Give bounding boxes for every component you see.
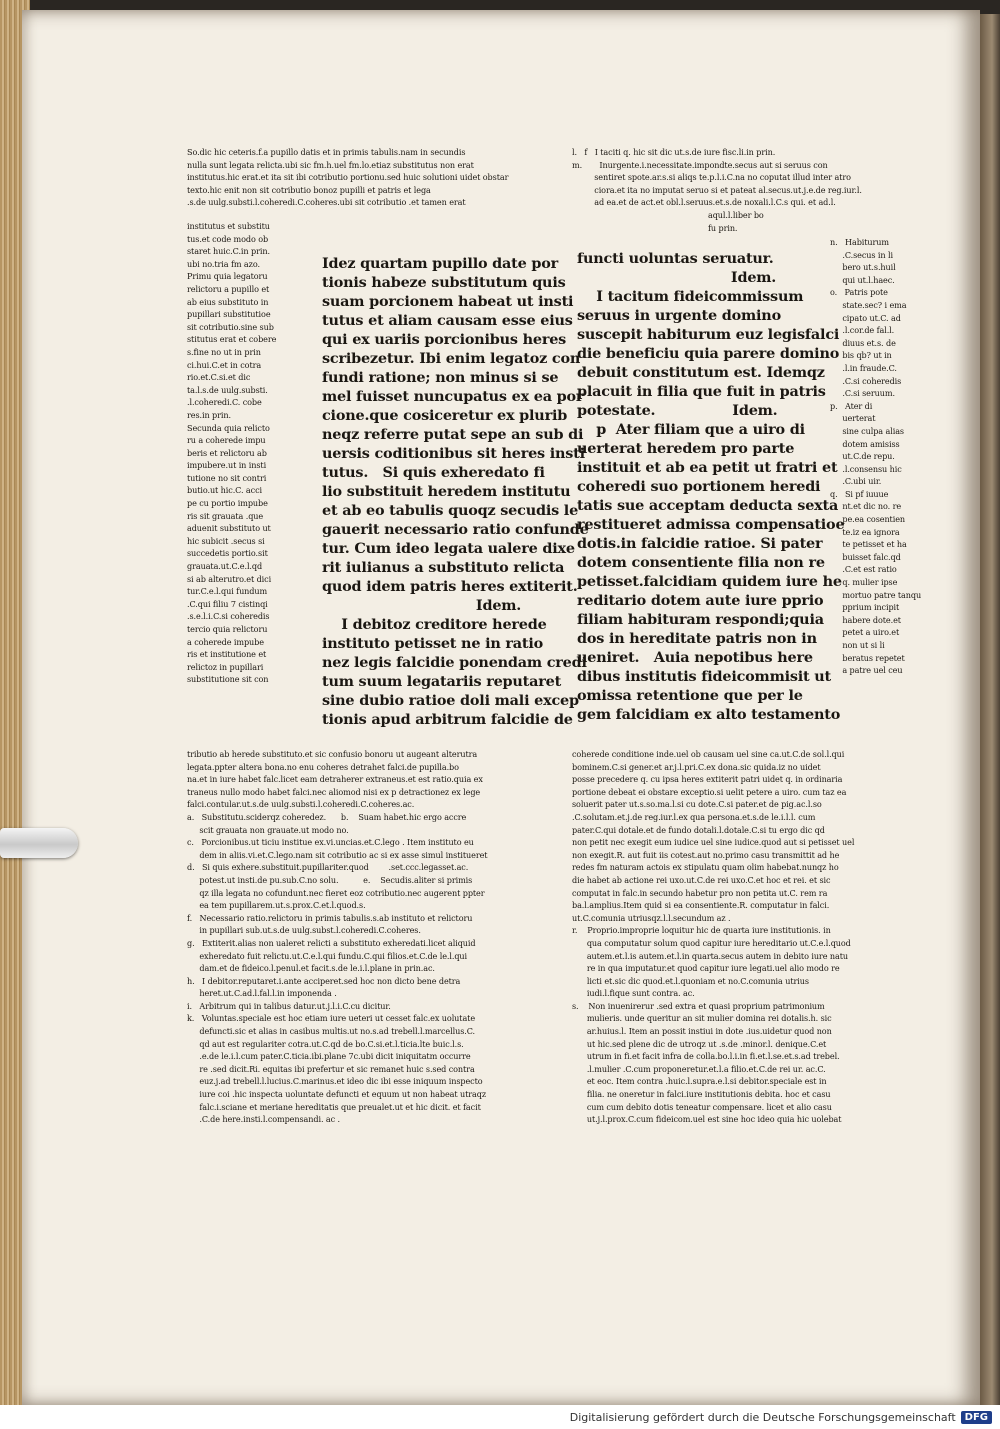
gloss-top-left: So.dic hic ceteris.f.a pupillo datis et in primis tabulis.nam in secundis nulla sunt legata relicta.ubi sic fm.h.uel fm.lo.etiaz substitutus non erat institutus.hic erat.et ita sit ibi cotributio portionu.sed huic solutioni uidet obstar texto.hic enit non sit cotributio bonoz pupilli et patris et lega .s.de uulg.substi.l.coheredi.C.coheres.ubi sit cotributio .et tamen erat — [187, 147, 509, 208]
gloss-bottom-left: tributio ab herede substituto.et sic confusio bonoru ut augeant alterutra legata.ppter altera bona.no enu coheres detrahet falci.de pupilla.bo na.et in iure habet falc.licet eam detraherer extraneus.et est ratio.quia ex traneus nullo modo habet falci.nec aliomod nisi ex p detractionez ex lege falci.contular.ut.s.de uulg.substi.l.coheredi.C.coheres.ac. a. Substitutu.sciderqz coheredez. b. Suam habet.hic ergo accre scit grauata non grauate.ut modo no. c. Porcionibus.ut ticiu institue ex.vi.uncias.et.C.lego . Item instituto eu dem in aliis.vi.et.C.lego.nam sit cotributio ac si ex asse simul institueret d. Si quis exhere.substituit.pupillariter.quod .set.ccc.legasset.ac. potest.ut insti.de pu.sub.C.no solu. e. Secudis.aliter si primis qz illa legata no cofundunt.nec fieret eoz cotributio.nec augerent ppter ea tem pupillarem.ut.s.prox.C.et.l.quod.s. f. Necessario ratio.relictoru in primis tabulis.s.ab instituto et relictoru in pupillari sub.ut.s.de uulg.subst.l.coheredi.C.coheres. g. Extiterit.alias non ualeret relicti a substituto exheredati.licet aliquid exheredato fuit relictu.ut.C.e.l.qui fundu.C.qui filios.et.C.de le.l.qui dam.et de fideico.l.penul.et facit.s.de le.i.l.plane in prin.ac. h. I debitor.reputaret.i.ante acciperet.sed hoc non dicto bene detra heret.ut.C.ad.l.fal.l.in imponenda . i. Arbitrum qui in talibus datur.ut.j.l.i.C.cu dicitur. k. Voluntas.speciale est hoc etiam iure ueteri ut cesset falc.ex uolutate defuncti.sic et alias in casibus multis.ut no.s.ad trebell.l.marcellus.C. qd aut est regulariter cotra.ut.C.qd de bo.C.si.et.l.ticia.lte buic.l.s. .e.de le.i.l.cum pater.C.ticia.ibi.plane 7c.ubi dicit iniquitatm occurre re .sed dicit.Ri. equitas ibi prefertur et sic remanet huic s.sed contra euz.j.ad trebell.l.lucius.C.marinus.et ideo dic ibi esse iniquum inspecto iure coi .hic inspecta uoluntate defuncti et equum ut non habeat utraqz falc.i.sciane et meriane hereditatis que preualet.ut et hic dicit. et facit .C.de here.insti.l.compensandi. ac . — [187, 749, 488, 1125]
gloss-left-margin: institutus et substitu tus.et code modo ob staret huic.C.in prin. ubi no.tria fm azo. Primu quia legatoru relictoru a pupillo et ab eius substituto in pupillari substitutioe sit cotributio.sine sub stitutus erat et cobere s.fine no ut in prin ci.hui.C.et in cotra rio.et.C.si.et dic ta.l.s.de uulg.substi. .l.coheredi.C. cobe res.in prin. Secunda quia relicto ru a coherede impu beris et relictoru ab impubere.ut in insti tutione no sit contri butio.ut hic.C. acci pe cu portio impube ris sit grauata .que aduenit substituto ut hic subicit .secus si succedetis portio.sit grauata.ut.C.e.l.qd si ab alterutro.et dici tur.C.e.l.qui fundum .C.qui filiu 7 cistinqi .s.e.l.i.C.si coheredis tercio quia relictoru a coherede impube ris et institutione et relictoz in pupillari substitutione sit con — [187, 221, 277, 685]
gloss-right-margin: n. Habiturum .C.secus in li bero ut.s.huil qui ut.l.haec. o. Patris pote state.sec? i ema cipato ut.C. ad .l.cor.de fal.l. diuus et.s. de bis qb? ut in .l.in fraude.C. .C.si coheredis .C.si seruum. p. Ater di uerterat sine culpa alias dotem amisiss ut.C.de repu. .l.consensu hic .C.ubi uir. q. Si pf iuuue nt.et dic no. re pe.ea cosentien te.iz ea ignora te petisset et ha buisset falc.qd .C.et est ratio q. mulier ipse mortuo patre tanqu pprium incipit habere dote.et petet a uiro.et non ut si li beratus repetet a patre uel ceu — [830, 237, 922, 676]
footer-credit: Digitalisierung gefördert durch die Deutsche Forschungsgemeinschaft — [569, 1410, 956, 1424]
bookmark-tab — [0, 828, 78, 858]
footer-bar — [0, 1405, 1000, 1429]
main-text-left: Idez quartam pupillo date por tionis habeze substitutum quis suam porcionem habeat ut tutus et aliam causam esse qui ex uariis porcionibus heres scribezetur. Ibi enim legatoz fundi ratione; non minus si se mel fuisset nuncupatus ex ea cione.que cosiceretur ex plurib neqz referre putat sepe an sub uersis coditionibus sit heres tutus. Si quis exheredato fi lio substituit heredem institutu et ab eo tabulis quoqz secudis gauerit necessario ratio confunde tur. Cum ideo legata ualere rit iulianus a substituto relicta quod idem patris heres extiterit. Idem. I debitoz creditore herede instituto petisset ne in ratio nez legis falcidie ponendam tum suum legatariis reputaret sine dubio ratioe doli mali tionis apud arbitrum falcidie — [322, 255, 589, 728]
dfg-logo: DFG — [961, 1411, 992, 1424]
gloss-top-right: l. f I taciti q. hic sit dic ut.s.de iure fisc.li.in prin. m. Inurgente.i.necessitate.impondte.secus aut si seruus con sentiret spote.ar.s.si aliqs te.p.l.i.C.na no coputat illud inter atro ciora.et ita no imputat seruo si et pateat al.secus.ut.j.e.de reg.iur.l. ad ea.et de act.et obl.l.seruus.et.s.de noxali.l.C.s qui. et ad.l. aqul.l.liber bo fu prin. — [572, 147, 862, 233]
gloss-bottom-right: coherede conditione inde.uel ob causam uel sine ca.ut.C.de sol.l.qui bominem.C.si gener.et ar.j.l.pri.C.ex dona.sic quida.iz no uidet posse precedere q. cu ipsa heres extiterit patri uidet q. in ordinaria portione debeat ei obstare exceptio.si uelit petere a uiro. cum taz ea soluerit pater ut.s.so.ma.l.si cu dote.C.si pater.et de pig.ac.l.so .C.solutam.et.j.de reg.iur.l.ex qua persona.et.s.de le.i.l.l. cum pater.C.qui dotale.et de fundo dotali.l.dotale.C.si tu ergo dic qd non petit nec exegit eum iudice uel sine iudice.quod aut si petisset uel non exegit.R. aut fuit iis cotest.aut no.primo casu transmittit ad he redes fm naturam actois ex stipulatu quam olim habebat.nunqz ho die habet ab actione rei uxo.ut.C.de rei uxo.C.et hoc et rei. et sic computat in falc.in secundo habetur pro non petita ut.C. rem ra ba.l.amplius.Item quid si ea consentiente.R. computatur in falci. ut.C.comunia utriusqz.l.l.secundum az . r. Proprio.improprie loquitur hic de quarta iure institutionis. in qua computatur solum quod capitur iure hereditario ut.C.e.l.quod autem.et.l.is autem.et.l.in quarta.secus autem in debito iure natu re in qua imputatur.et quod capitur iure legati.uel alio modo re licti et.sic dic quod.et.l.quoniam et no.C.comunia utrius iudi.l.fique sunt contra. ac. s. Non inuenirerur .sed extra et quasi proprium patrimonium mulieris. unde queritur an sit mulier domina rei dotalis.h. sic ar.huius.l. Item an possit instiui in dote .ius.uidetur quod non ut hic.sed plene dic de utroqz ut .s.de .minor.l. denique.C.et utrum in fi.et facit infra de colla.bo.l.i.in fi.et.l.se.et.s.ad trebel. .l.mulier .C.cum proponeretur.et.l.a filio.et.C.de rei ur. ac.C. et eoc. Item contra .huic.l.supra.e.l.si debitor.speciale est in filia. ne oneretur in falci.iure institutionis debita. hoc et casu cum cum debito dotis teneatur compensare. licet et alio casu ut.j.l.prox.C.cum fideicom.uel est sine hoc ideo quia hic uolebat — [572, 749, 855, 1125]
right-page-edge — [980, 14, 1000, 1405]
main-text-right: functi uoluntas seruatur. Idem. I tacitum fideicommissum seruus in urgente domino suscepit habiturum euz legisfalci die beneficiu quia parere domino debuit constitutum est. Idemqz placuit in filia que fuit in patris potestate. Idem. p Ater filiam que a uiro di uerterat heredem pro parte instituit et ab ea petit ut fratri coheredi suo portionem heredi tatis sue acceptam deducta restitueret admissa compensatioe dotis.in falcidie ratioe. Si pater dotem consentiente filia non re petisset.falcidiam quidem iure reditario dotem aute iure pprio filiam habituram respondi;quia dos in hereditate patris non in ueniret. Auia nepotibus here dibus institutis fideicommisit omissa retentione que per le gem falcidiam ex alto testamento — [577, 250, 845, 723]
